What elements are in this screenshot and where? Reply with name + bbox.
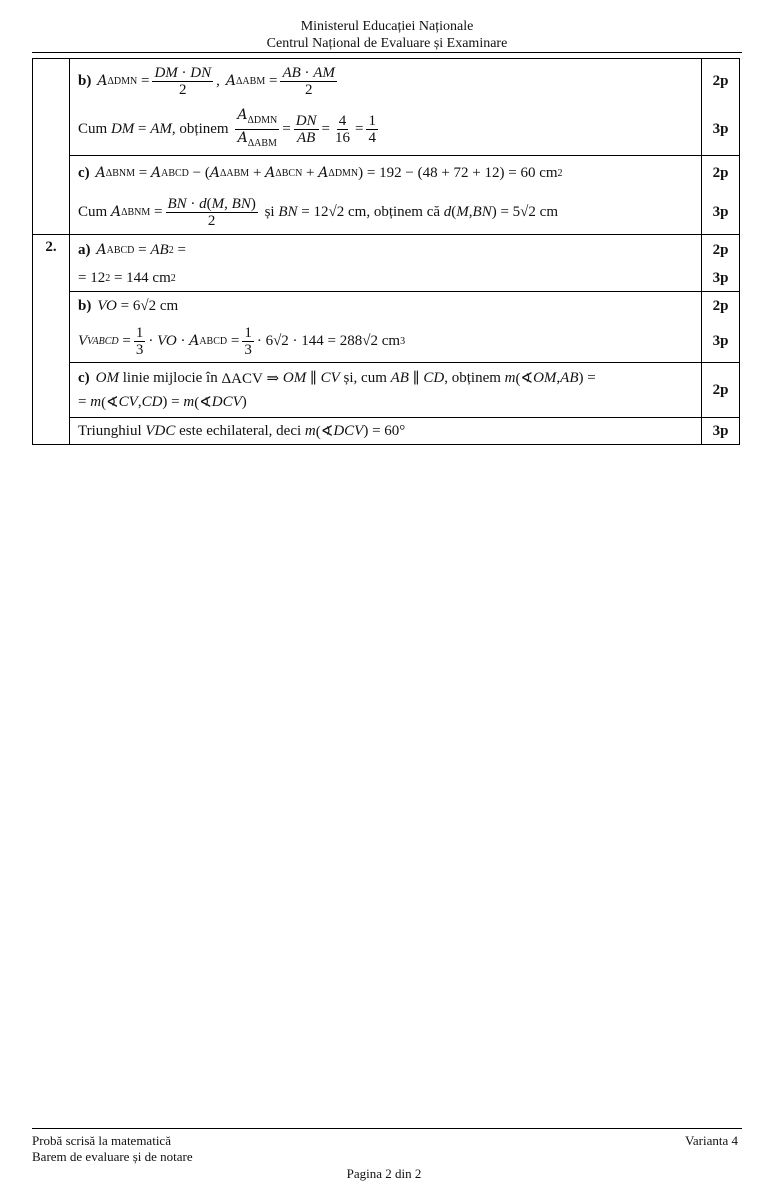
points-cell [702,59,740,156]
grading-table [32,58,740,445]
points-value: 3p [702,417,739,444]
points-value: 3p [712,269,729,286]
problem-number-cell [33,59,70,235]
solution-line: Cum DM = AM , obținem $\frac{A_{\Delta DMN}}{A_{\Delta ABM}}$ = $\frac{DN}{AB}$ = $\frac{4}{16}$ = $\frac{1}{4}$ [78,106,376,149]
document-type: Barem de evaluare și de notare [32,1149,193,1164]
points-value: 2p [712,164,729,181]
points-cell [702,235,740,292]
solution-line: b) A ΔDMN = $\frac{DM \cdot DN}{2}$ , A ΔABM = $\frac{AB \cdot AM}{2}$ [78,64,335,98]
points-cell [702,156,740,235]
solution-cell [70,363,702,445]
points-value: 2p [712,297,729,314]
footer-divider [32,1128,742,1129]
solution-line: c) OM linie mijlocie în ΔACV ⇒ OM ∥ CV și, cum AB ∥ CD , obținem m (∢ OM , AB ) = [78,369,596,387]
solution-block [70,363,701,417]
page-number: Pagina 2 din 2 [346,1166,422,1181]
solution-line: a) A ABCD = AB 2 = [78,241,186,258]
solution-cell [70,292,702,363]
solution-line: Triunghiul VDC este echilateral, deci m (∢ DCV ) = 60° [70,417,701,444]
center-name: Centrul Național de Evaluare și Examinare [266,36,508,51]
points-cell [702,292,740,363]
points-value: 2p [712,241,729,258]
points-value: 2p [712,72,729,89]
solution-cell [70,59,702,156]
solution-line: = m (∢ CV , CD ) = m (∢ DCV ) [78,393,247,411]
table-row [33,363,740,445]
table-row [33,235,740,292]
points-value: 3p [712,332,729,349]
solution-line: c) A ΔBNM = A ABCD − ( A ΔABM + A ΔBCN + A ΔDMN ) = 192 − (48 + 72 + 12) = 60 cm 2 [78,164,563,181]
solution-cell [70,156,702,235]
table-row [33,292,740,363]
table-row [33,156,740,235]
solution-line: = 12 2 = 144 cm 2 [78,269,176,286]
points-value: 2p [712,381,729,398]
ministry-name: Ministerul Educației Naționale [300,19,474,34]
solution-line: Cum A ΔBNM = $\frac{BN \cdot d(M, BN)}{2}$ și BN = 12√2 cm , obținem că d ( M , BN ) = 5√2 cm [78,195,558,229]
points-cell [702,363,740,445]
solution-cell [70,235,702,292]
exam-name: Probă scrisă la matematică [32,1133,171,1148]
solution-line: V VABCD = $\frac{1}{3}$ · VO · A ABCD = $\frac{1}{3}$ · 6√2 · 144 = 288√2 cm 3 [78,324,406,358]
points-value: 3p [712,120,729,137]
solution-line: b) VO = 6√2 cm [78,297,179,314]
variant-label: Varianta 4 [684,1133,738,1148]
points-value: 3p [712,203,729,220]
footer-left [32,1133,193,1165]
problem-number: 2. [33,235,70,445]
header-divider [32,52,742,53]
page-header [32,18,742,52]
table-row [33,59,740,156]
